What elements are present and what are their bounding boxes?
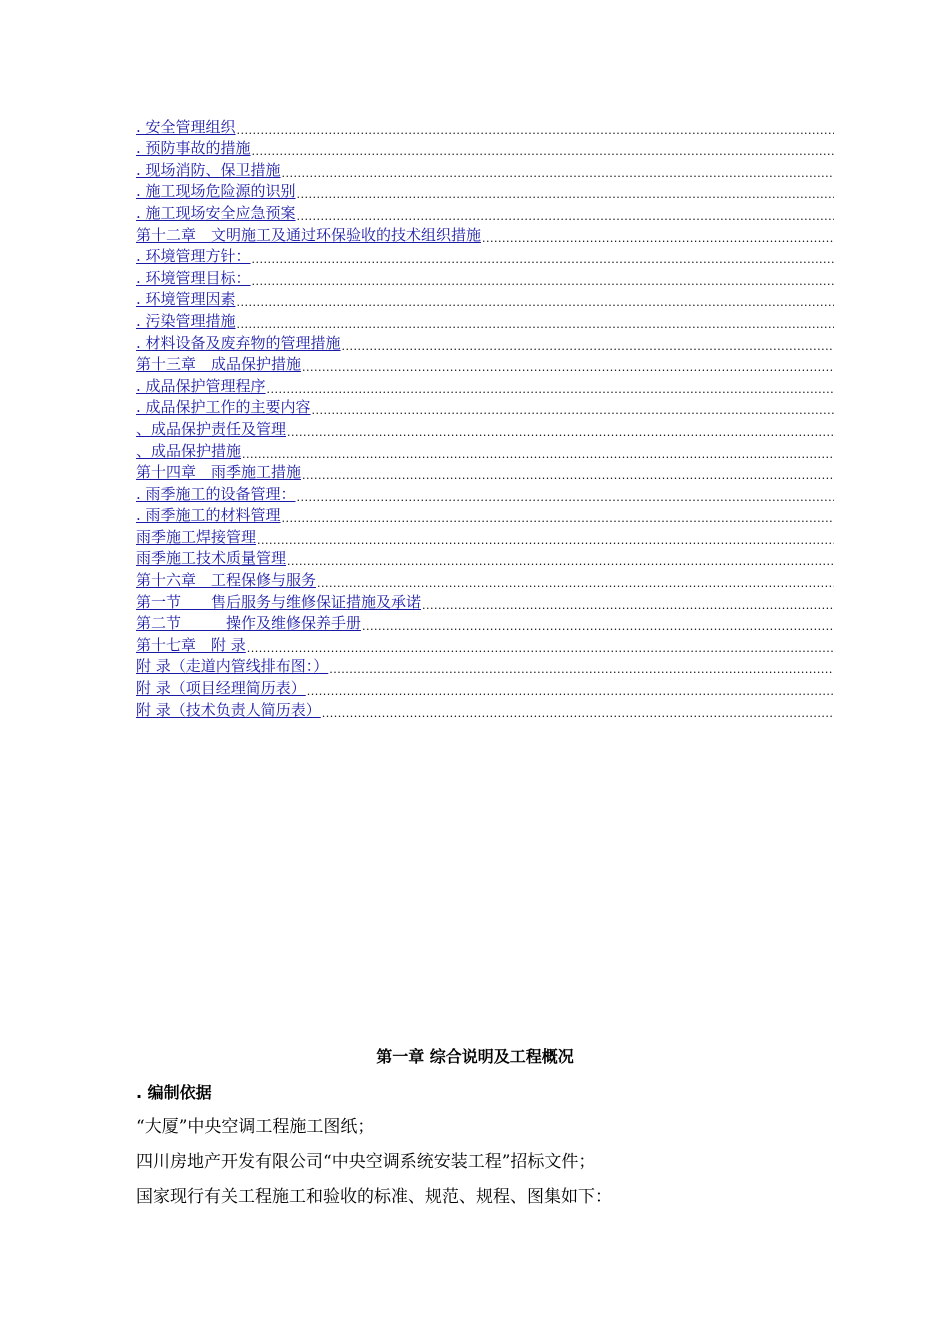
toc-leader-dots [252, 145, 834, 159]
toc-leader-dots [237, 124, 834, 138]
toc-link[interactable]: 、成品保护责任及管理 [136, 419, 287, 438]
toc-link[interactable]: 第十三章 成品保护措施 [136, 355, 302, 374]
toc-entry[interactable] [136, 310, 834, 332]
toc-leader-dots [307, 685, 834, 699]
toc-leader-dots [282, 512, 834, 526]
toc-entry[interactable] [136, 634, 834, 656]
toc-leader-dots [297, 491, 834, 505]
toc-leader-dots [297, 188, 834, 202]
toc-entry[interactable] [136, 526, 834, 548]
toc-link[interactable]: 雨季施工技术质量管理 [136, 549, 287, 568]
toc-entry[interactable] [136, 397, 834, 419]
toc-leader-dots [302, 469, 834, 483]
toc-entry[interactable] [136, 591, 834, 613]
toc-entry[interactable] [136, 202, 834, 224]
body-paragraph: “大厦”中央空调工程施工图纸； [136, 1117, 375, 1137]
toc-entry[interactable] [136, 462, 834, 484]
toc-leader-dots [322, 707, 834, 721]
toc-link[interactable]: 附 录（走道内管线排布图：） [136, 657, 329, 676]
toc-leader-dots [287, 426, 834, 440]
toc-entry[interactable] [136, 224, 834, 246]
table-of-contents [136, 116, 834, 721]
toc-leader-dots [342, 340, 834, 354]
toc-link[interactable]: . 成品保护管理程序 [136, 376, 266, 395]
toc-leader-dots [237, 296, 834, 310]
toc-link[interactable]: . 环境管理方针： [136, 247, 251, 266]
toc-link[interactable]: 第十七章 附 录 [136, 635, 246, 654]
toc-leader-dots [317, 577, 834, 591]
toc-entry[interactable] [136, 354, 834, 376]
toc-link[interactable]: . 成品保护工作的主要内容 [136, 398, 311, 417]
toc-link[interactable]: . 预防事故的措施 [136, 139, 251, 158]
toc-leader-dots [282, 167, 834, 181]
toc-entry[interactable] [136, 375, 834, 397]
toc-entry[interactable] [136, 332, 834, 354]
toc-entry[interactable] [136, 483, 834, 505]
toc-entry[interactable] [136, 246, 834, 268]
toc-leader-dots [297, 210, 834, 224]
toc-link[interactable]: . 雨季施工的设备管理： [136, 484, 296, 503]
toc-leader-dots [312, 404, 834, 418]
toc-link[interactable]: 附 录（项目经理简历表） [136, 679, 306, 698]
toc-entry[interactable] [136, 440, 834, 462]
toc-leader-dots [237, 318, 834, 332]
toc-leader-dots [257, 534, 834, 548]
toc-entry[interactable] [136, 677, 834, 699]
toc-link[interactable]: . 污染管理措施 [136, 311, 236, 330]
toc-entry[interactable] [136, 289, 834, 311]
toc-link[interactable]: 第一节 售后服务与维修保证措施及承诺 [136, 592, 422, 611]
toc-link[interactable]: . 安全管理组织 [136, 117, 236, 136]
toc-leader-dots [252, 275, 834, 289]
toc-leader-dots [247, 642, 834, 656]
toc-link[interactable]: . 施工现场危险源的识别 [136, 182, 296, 201]
toc-leader-dots [422, 599, 834, 613]
toc-leader-dots [302, 361, 834, 375]
toc-link[interactable]: . 施工现场安全应急预案 [136, 203, 296, 222]
toc-link[interactable]: . 材料设备及废弃物的管理措施 [136, 333, 341, 352]
toc-entry[interactable] [136, 267, 834, 289]
toc-entry[interactable] [136, 613, 834, 635]
toc-leader-dots [329, 663, 834, 677]
toc-link[interactable]: 第十四章 雨季施工措施 [136, 463, 302, 482]
toc-entry[interactable] [136, 656, 834, 678]
toc-leader-dots [287, 555, 834, 569]
toc-leader-dots [267, 383, 834, 397]
toc-entry[interactable] [136, 116, 834, 138]
toc-entry[interactable] [136, 181, 834, 203]
toc-entry[interactable] [136, 699, 834, 721]
toc-entry[interactable] [136, 569, 834, 591]
toc-leader-dots [482, 232, 834, 246]
toc-link[interactable]: . 环境管理目标： [136, 268, 251, 287]
body-paragraph: 国家现行有关工程施工和验收的标准、规范、规程、图集如下： [136, 1187, 612, 1207]
toc-entry[interactable] [136, 548, 834, 570]
toc-link[interactable]: 、成品保护措施 [136, 441, 242, 460]
toc-leader-dots [252, 253, 834, 267]
toc-link[interactable]: . 环境管理因素 [136, 290, 236, 309]
toc-link[interactable]: . 雨季施工的材料管理 [136, 506, 281, 525]
toc-link[interactable]: 雨季施工焊接管理 [136, 527, 257, 546]
toc-entry[interactable] [136, 138, 834, 160]
section-heading: . 编制依据 [136, 1083, 212, 1102]
toc-leader-dots [242, 448, 834, 462]
toc-link[interactable]: 第十六章 工程保修与服务 [136, 571, 317, 590]
toc-leader-dots [362, 620, 834, 634]
toc-link[interactable]: 第二节 操作及维修保养手册 [136, 614, 362, 633]
toc-entry[interactable] [136, 418, 834, 440]
body-paragraph: 四川房地产开发有限公司“中央空调系统安装工程”招标文件； [136, 1152, 596, 1172]
toc-link[interactable]: 第十二章 文明施工及通过环保验收的技术组织措施 [136, 225, 482, 244]
toc-link[interactable]: . 现场消防、保卫措施 [136, 160, 281, 179]
chapter-title: 第一章 综合说明及工程概况 [376, 1047, 574, 1066]
toc-entry[interactable] [136, 159, 834, 181]
toc-entry[interactable] [136, 505, 834, 527]
toc-link[interactable]: 附 录（技术负责人简历表） [136, 700, 321, 719]
